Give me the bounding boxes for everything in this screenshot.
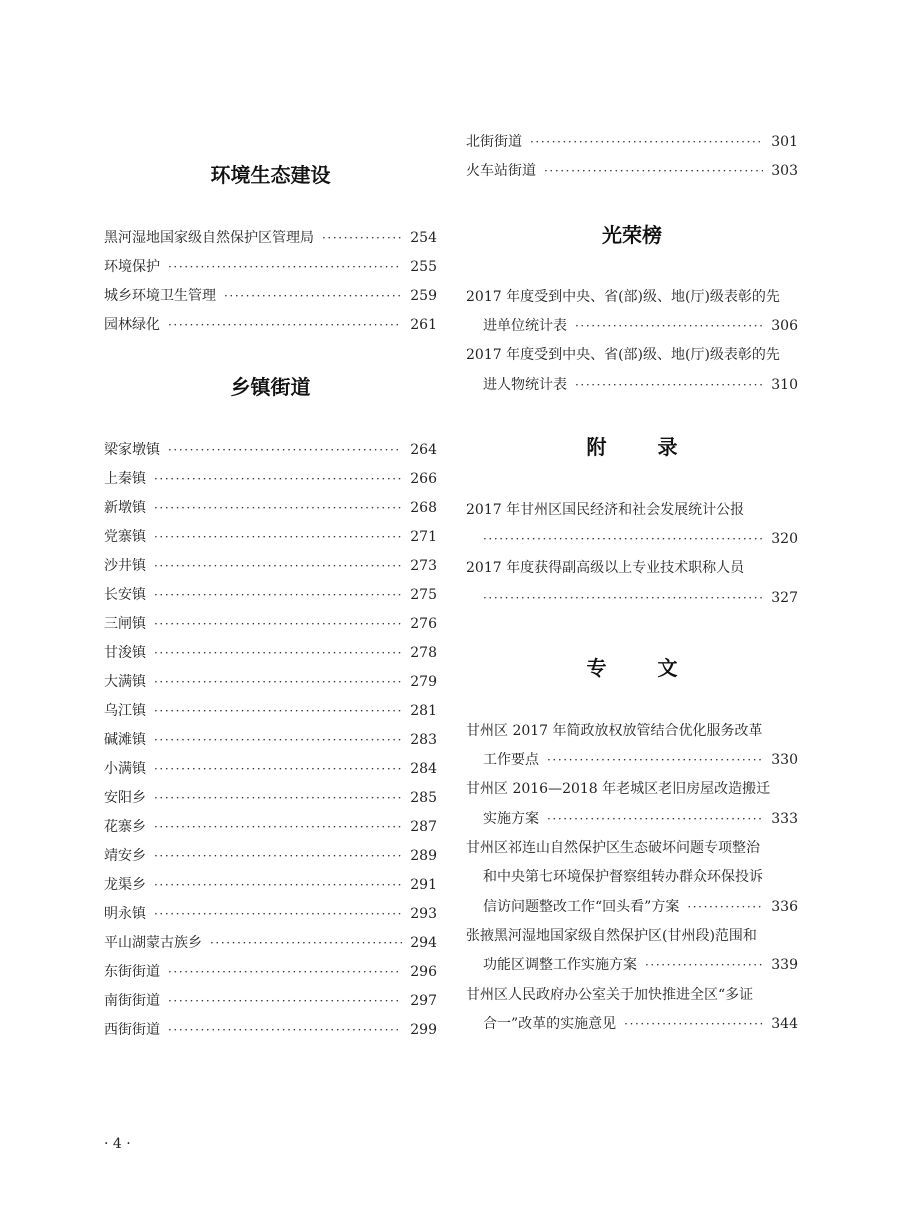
toc-entry[interactable] (104, 759, 437, 779)
toc-entry[interactable] (104, 286, 437, 306)
page-number: 271 (410, 529, 437, 545)
toc-entry-line[interactable]: 2017 年度受到中央、省(部)级、地(厅)级表彰的先 (466, 289, 780, 305)
page-number: 276 (410, 616, 437, 632)
toc-entry[interactable] (104, 614, 437, 634)
leader-dots (575, 316, 763, 336)
page-number: 310 (771, 377, 798, 393)
leader-dots (154, 759, 402, 779)
leader-dots (154, 730, 402, 750)
toc-entry-line[interactable]: 2017 年度受到中央、省(部)级、地(厅)级表彰的先 (466, 347, 780, 363)
leader-dots (224, 286, 402, 306)
section-heading-honor-roll: 光荣榜 (602, 223, 662, 247)
toc-entry[interactable] (104, 643, 437, 663)
entry-title: 大满镇 (104, 674, 146, 690)
toc-entry[interactable] (483, 316, 798, 336)
entry-title: 实施方案 (483, 811, 539, 827)
leader-dots (168, 257, 402, 277)
toc-entry[interactable] (104, 498, 437, 518)
toc-entry[interactable] (483, 955, 798, 975)
toc-entry[interactable] (466, 161, 798, 181)
section-heading-towns: 乡镇街道 (230, 375, 311, 399)
toc-entry-line[interactable]: 甘州区人民政府办公室关于加快推进全区“多证 (466, 987, 754, 1003)
leader-dots (154, 556, 402, 576)
toc-entry-line[interactable]: 2017 年甘州区国民经济和社会发展统计公报 (466, 502, 745, 518)
entry-title: 梁家墩镇 (104, 442, 160, 458)
entry-title: 合一”改革的实施意见 (483, 1016, 617, 1032)
page-number: 293 (410, 906, 437, 922)
leader-dots (154, 846, 402, 866)
toc-entry-line[interactable]: 甘州区祁连山自然保护区生态破坏问题专项整治 (466, 840, 760, 856)
page-number: 254 (410, 230, 437, 246)
page-number: 279 (410, 674, 437, 690)
leader-dots (154, 643, 402, 663)
leader-dots (154, 672, 402, 692)
entry-title: 小满镇 (104, 761, 146, 777)
toc-entry[interactable] (104, 788, 437, 808)
page-number: 266 (410, 471, 437, 487)
toc-entry[interactable] (104, 962, 437, 982)
toc-entry[interactable] (104, 315, 437, 335)
entry-title: 西街街道 (104, 1022, 160, 1038)
toc-entry[interactable] (483, 897, 798, 917)
entry-title: 功能区调整工作实施方案 (483, 957, 637, 973)
page-number: 330 (771, 752, 798, 768)
toc-entry[interactable] (104, 257, 437, 277)
page-number: 283 (410, 732, 437, 748)
entry-title: 靖安乡 (104, 848, 146, 864)
leader-dots (154, 469, 402, 489)
entry-title: 花寨乡 (104, 819, 146, 835)
leader-dots (530, 132, 763, 152)
page-folio: · 4 · (104, 1136, 131, 1152)
toc-entry[interactable] (104, 817, 437, 837)
page-number: 255 (410, 259, 437, 275)
entry-title: 环境保护 (104, 259, 160, 275)
leader-dots (154, 585, 402, 605)
toc-entry[interactable] (104, 672, 437, 692)
entry-title: 甘浚镇 (104, 645, 146, 661)
page-number: 301 (771, 134, 798, 150)
section-heading-special-articles: 专 文 (586, 656, 700, 680)
leader-dots (154, 817, 402, 837)
entry-title: 南街街道 (104, 993, 160, 1009)
leader-dots (168, 962, 402, 982)
entry-title: 碱滩镇 (104, 732, 146, 748)
leader-dots (154, 614, 402, 634)
entry-title: 城乡环境卫生管理 (104, 288, 216, 304)
toc-entry[interactable] (104, 904, 437, 924)
toc-entry[interactable] (104, 228, 437, 248)
leader-dots (483, 529, 763, 549)
toc-entry[interactable] (466, 132, 798, 152)
page-number: 320 (771, 531, 798, 547)
page-number: 333 (771, 811, 798, 827)
leader-dots (154, 527, 402, 547)
leader-dots (575, 375, 763, 395)
toc-entry[interactable] (483, 588, 798, 608)
page-number: 273 (410, 558, 437, 574)
toc-entry[interactable] (483, 750, 798, 770)
toc-entry[interactable] (104, 991, 437, 1011)
page-number: 306 (771, 318, 798, 334)
leader-dots (687, 897, 763, 917)
page-number: 294 (410, 935, 437, 951)
entry-title: 黑河湿地国家级自然保护区管理局 (104, 230, 314, 246)
leader-dots (322, 228, 402, 248)
toc-entry[interactable] (483, 375, 798, 395)
page-number: 289 (410, 848, 437, 864)
leader-dots (154, 875, 402, 895)
toc-entry[interactable] (104, 933, 437, 953)
entry-title: 北街街道 (466, 134, 522, 150)
leader-dots (154, 788, 402, 808)
entry-title: 新墩镇 (104, 500, 146, 516)
leader-dots (154, 701, 402, 721)
page-number: 303 (771, 163, 798, 179)
section-heading-environment: 环境生态建设 (210, 163, 331, 187)
leader-dots (544, 161, 763, 181)
page-number: 287 (410, 819, 437, 835)
toc-entry-line[interactable]: 张掖黑河湿地国家级自然保护区(甘州段)范围和 (466, 928, 757, 944)
leader-dots (168, 1020, 402, 1040)
page-number: 344 (771, 1016, 798, 1032)
entry-title: 进人物统计表 (483, 377, 567, 393)
toc-entry[interactable] (104, 875, 437, 895)
page-number: 281 (410, 703, 437, 719)
entry-title: 三闸镇 (104, 616, 146, 632)
page-number: 275 (410, 587, 437, 603)
entry-title: 火车站街道 (466, 163, 536, 179)
entry-title: 进单位统计表 (483, 318, 567, 334)
toc-entry-line[interactable]: 甘州区 2016—2018 年老城区老旧房屋改造搬迁 (466, 781, 771, 797)
page-number: 278 (410, 645, 437, 661)
entry-title: 东街街道 (104, 964, 160, 980)
entry-title: 平山湖蒙古族乡 (104, 935, 202, 951)
entry-title: 长安镇 (104, 587, 146, 603)
page-number: 327 (771, 590, 798, 606)
leader-dots (168, 991, 402, 1011)
section-heading-appendix: 附 录 (586, 435, 700, 459)
leader-dots (154, 904, 402, 924)
toc-entry[interactable] (483, 1014, 798, 1034)
page-number: 299 (410, 1022, 437, 1038)
leader-dots (483, 588, 763, 608)
leader-dots (645, 955, 763, 975)
entry-title: 党寨镇 (104, 529, 146, 545)
leader-dots (210, 933, 402, 953)
leader-dots (624, 1014, 763, 1034)
page-number: 285 (410, 790, 437, 806)
page-number: 259 (410, 288, 437, 304)
toc-entry[interactable] (104, 846, 437, 866)
entry-title: 明永镇 (104, 906, 146, 922)
leader-dots (168, 440, 402, 460)
toc-entry[interactable] (483, 529, 798, 549)
toc-entry-line[interactable]: 甘州区 2017 年简政放权放管结合优化服务改革 (466, 723, 763, 739)
entry-title: 沙井镇 (104, 558, 146, 574)
entry-title: 上秦镇 (104, 471, 146, 487)
entry-title: 安阳乡 (104, 790, 146, 806)
leader-dots (168, 315, 402, 335)
page-number: 336 (771, 899, 798, 915)
toc-entry[interactable] (104, 469, 437, 489)
entry-title: 工作要点 (483, 752, 539, 768)
page-number: 261 (410, 317, 437, 333)
page-number: 296 (410, 964, 437, 980)
page-number: 264 (410, 442, 437, 458)
leader-dots (547, 809, 763, 829)
toc-entry[interactable] (104, 585, 437, 605)
entry-title: 信访问题整改工作“回头看”方案 (483, 899, 680, 915)
toc-entry-line[interactable]: 2017 年度获得副高级以上专业技术职称人员 (466, 560, 745, 576)
page-number: 339 (771, 957, 798, 973)
leader-dots (154, 498, 402, 518)
toc-entry[interactable] (104, 701, 437, 721)
page-number: 268 (410, 500, 437, 516)
page-number: 291 (410, 877, 437, 893)
toc-entry-line[interactable]: 和中央第七环境保护督察组转办群众环保投诉 (483, 869, 763, 885)
toc-entry[interactable] (483, 809, 798, 829)
toc-entry[interactable] (104, 556, 437, 576)
entry-title: 乌江镇 (104, 703, 146, 719)
toc-entry[interactable] (104, 1020, 437, 1040)
entry-title: 园林绿化 (104, 317, 160, 333)
toc-entry[interactable] (104, 440, 437, 460)
entry-title: 龙渠乡 (104, 877, 146, 893)
page-number: 284 (410, 761, 437, 777)
toc-entry[interactable] (104, 730, 437, 750)
leader-dots (547, 750, 763, 770)
page-number: 297 (410, 993, 437, 1009)
toc-entry[interactable] (104, 527, 437, 547)
